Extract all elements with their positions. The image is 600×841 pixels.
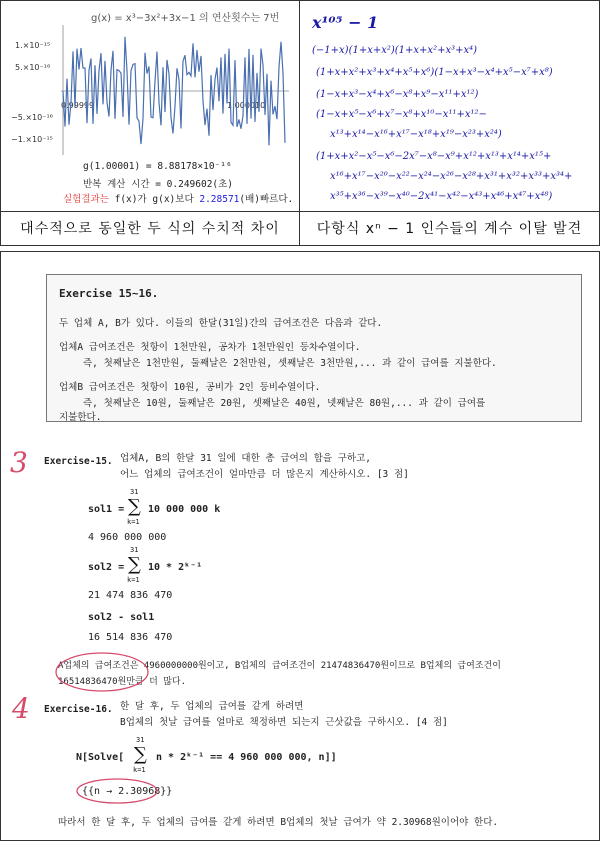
- sol2-input: sol2 =: [88, 562, 125, 573]
- rounding-error-plot: [61, 25, 291, 155]
- result-time: 반복 계산 시간 = 0.249602(초): [83, 179, 234, 190]
- factor-line: (1−x+x³−x⁴+x⁶−x⁸+x⁹−x¹¹+x¹²): [316, 89, 479, 100]
- x-tick: 1.000010: [227, 101, 266, 110]
- speed-ratio: 2.28571: [199, 194, 240, 205]
- factor-line: (−1+x)(1+x+x²)(1+x+x²+x³+x⁴): [312, 45, 478, 56]
- difference-output: 16 514 836 470: [88, 632, 173, 643]
- result-label: 실험결과는: [63, 194, 109, 205]
- box-line: 업체A 급여조건은 첫항이 1천만원, 공차가 1천만원인 등차수열이다.: [59, 342, 361, 353]
- factor-line: x¹³+x¹⁴−x¹⁶+x¹⁷−x¹⁸+x¹⁹−x²³+x²⁴): [330, 129, 502, 140]
- factor-line: (1−x+x⁵−x⁶+x⁷−x⁸+x¹⁰−x¹¹+x¹²−: [316, 109, 487, 120]
- difference-input: sol2 - sol1: [88, 612, 155, 623]
- sum-upper: 31: [130, 546, 139, 554]
- sum-lower: k=1: [127, 576, 140, 584]
- sum-lower: k=1: [133, 766, 146, 774]
- box-line: 즉, 첫째날은 1천만원, 둘째날은 2천만원, 셋째날은 3천만원,... 과 같이 급여를 지불한다.: [83, 358, 497, 369]
- y-tick: −5.×10⁻¹⁶: [11, 113, 53, 122]
- box-line: 업체B 급여조건은 첫항이 10원, 공비가 2인 등비수열이다.: [59, 382, 321, 393]
- y-tick: 1.×10⁻¹⁵: [15, 41, 51, 50]
- exercise-box-title: Exercise 15~16.: [59, 287, 159, 300]
- right-figure-cell: [300, 1, 599, 211]
- x-tick: 0.99999: [61, 101, 95, 110]
- left-caption: 대수적으로 동일한 두 식의 수치적 차이: [1, 212, 300, 246]
- exercise-statement-box: [46, 274, 582, 422]
- factor-line: (1+x+x²+x³+x⁴+x⁵+x⁶)(1−x+x³−x⁴+x⁵−x⁷+x⁸): [316, 67, 553, 78]
- exercise-15-heading: Exercise-15.: [44, 456, 113, 467]
- box-line: 지불한다.: [59, 412, 102, 423]
- factor-line: x¹⁶+x¹⁷−x²⁰−x²²−x²⁴−x²⁶−x²⁸+x³¹+x³²+x³³+x³⁴+: [330, 171, 573, 182]
- caption-row: [1, 211, 599, 246]
- y-tick: −1.×10⁻¹⁵: [11, 135, 53, 144]
- box-line: 두 업체 A, B가 있다. 이들의 한달(31일)간의 급여조건은 다음과 같다.: [59, 318, 383, 329]
- sol1-term: 10 000 000 k: [148, 504, 221, 515]
- handwritten-circle: [74, 776, 160, 806]
- result-value: g(1.00001) = 8.88178×10⁻¹⁶: [83, 161, 232, 172]
- sum-upper: 31: [130, 488, 139, 496]
- plot-title: g(x) = x³−3x²+3x−1 의 연산횟수는 7번: [91, 13, 280, 24]
- y-tick: 5.×10⁻¹⁶: [15, 63, 51, 72]
- top-figure-table: [0, 0, 600, 246]
- handwritten-score-16: 4: [12, 692, 30, 725]
- sum-symbol: ∑: [128, 496, 141, 517]
- handwritten-circle: [52, 650, 152, 696]
- sum-lower: k=1: [127, 518, 140, 526]
- sum-symbol: ∑: [134, 744, 147, 765]
- solve-output: {{n → 2.30968}}: [82, 786, 173, 797]
- exercise-16-question: B업체의 첫날 급여를 얼마로 책정하면 되는지 근삿값을 구하시오. [4 점]: [120, 717, 448, 728]
- box-line: 즉, 첫째날은 10원, 둘째날은 20원, 셋째날은 40원, 넷째날은 80원,... 과 같이 급여를: [83, 398, 486, 409]
- factor-line: (1+x+x²−x⁵−x⁶−2x⁷−x⁸−x⁹+x¹²+x¹³+x¹⁴+x¹⁵+: [316, 151, 552, 162]
- exercise-15-question: 업체A, B의 한달 31 일에 대한 총 급여의 합을 구하고,: [120, 453, 371, 464]
- factor-line: x³⁵+x³⁶−x³⁹−x⁴⁰−2x⁴¹−x⁴²−x⁴³+x⁴⁶+x⁴⁷+x⁴⁸): [330, 191, 553, 202]
- sol2-output: 21 474 836 470: [88, 590, 173, 601]
- polynomial-title: x¹⁰⁵ − 1: [312, 13, 379, 32]
- answer-15: A업체의 급여조건은 4960000000원이고, B업체의 급여조건이 21474836470원이므로 B업체의 급여조건이: [58, 661, 501, 671]
- exercise-16-question: 한 달 후, 두 업체의 급여를 같게 하려면: [120, 701, 304, 712]
- right-caption: 다항식 xⁿ − 1 인수들의 계수 이탈 발견: [316, 221, 583, 237]
- handwritten-score-15: 3: [10, 446, 28, 479]
- solve-input-body: n * 2ᵏ⁻¹ == 4 960 000 000, n]]: [156, 752, 337, 763]
- exercise-15-question: 어느 업체의 급여조건이 얼마만큼 더 많은지 계산하시오. [3 점]: [120, 469, 409, 480]
- sol2-term: 10 * 2ᵏ⁻¹: [148, 562, 203, 573]
- sol1-input: sol1 =: [88, 504, 125, 515]
- solve-input-prefix: N[Solve[: [76, 752, 125, 763]
- result-comparison: 실험결과는 f(x)가 g(x)보다 2.28571(배)빠르다.: [63, 194, 294, 205]
- left-figure-cell: [1, 1, 300, 211]
- answer-16: 따라서 한 달 후, 두 업체의 급여를 같게 하려면 B업체의 첫날 급여가 약 2.30968원이어야 한다.: [58, 817, 499, 828]
- exercise-16-heading: Exercise-16.: [44, 704, 113, 715]
- answer-15: 16514836470원만큼 더 많다.: [58, 677, 187, 687]
- sol1-output: 4 960 000 000: [88, 532, 167, 543]
- sum-upper: 31: [136, 736, 145, 744]
- sum-symbol: ∑: [128, 554, 141, 575]
